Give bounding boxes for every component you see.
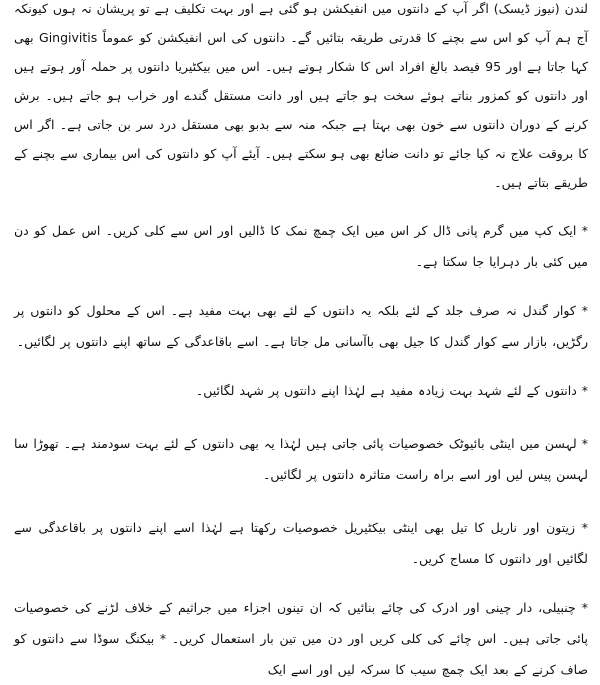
remedy-aloe-vera: * کوار گندل نہ صرف جلد کے لئے بلکہ یہ دانتوں کے لئے بھی بہت مفید ہے۔ اس کے محلول کو دانتوں پر رگڑیں، بازار سے کوار گندل کا جیل بھی باآسانی مل جاتا ہے۔ اسے باقاعدگی کے ساتھ اپنے دانتوں پر لگائیں۔ <box>14 303 588 349</box>
intro-paragraph: لندن (نیوز ڈیسک) اگر آپ کے دانتوں میں انفیکشن ہو گئی ہے اور بہت تکلیف ہے تو پریشان نہ ہوں کیونکہ آج ہم آپ کو اس سے بچنے کا قدرتی طریقہ بتائیں گے۔ دانتوں کی اس انفیکشن کو عموماً Gingivitis بھی کہا جاتا ہے اور 95 فیصد بالغ افراد اس کا شکار ہوتے ہیں۔ اس میں بیکٹیریا دانتوں پر حملہ آور ہوتے ہیں اور دانتوں کو کمزور بناتے ہوئے سخت ہو جاتے ہیں اور دانت مستقل گندے اور خراب ہو جاتے ہیں۔ برش کرنے کے دوران دانتوں سے خون بھی بہتا ہے جبکہ منہ سے بدبو بھی مستقل درد سر بن جاتی ہے۔ اگر اس کا بروقت علاج نہ کیا جائے تو دانت ضائع بھی ہو سکتے ہیں۔ آیئے آپ کو دانتوں کی اس بیماری سے بچنے کے طریقے بتاتے ہیں۔ <box>14 1 589 190</box>
remedy-olive-coconut-oil: * زیتون اور ناریل کا تیل بھی اینٹی بیکٹیریل خصوصیات رکھتا ہے لہٰذا اسے اپنے دانتوں پر باقاعدگی سے لگائیں اور دانتوں کا مساج کریں۔ <box>14 520 588 566</box>
remedy-herbal-tea-baking-soda: * چنبیلی، دار چینی اور ادرک کی چائے بنائیں کہ ان تینوں اجزاء میں جراثیم کے خلاف لڑنے کی خصوصیات پائی جاتی ہیں۔ اس چائے کی کلی کریں اور دن میں تین بار استعمال کریں۔ * بیکنگ سوڈا سے دانتوں کو صاف کرنے کے بعد ایک چمچ سیب کا سرکہ لیں اور اسے ایک <box>14 600 588 677</box>
remedy-garlic: * لہسن میں اینٹی بائیوٹک خصوصیات پائی جاتی ہیں لہٰذا یہ بھی دانتوں کے لئے بہت سودمند ہے۔ تھوڑا سا لہسن پیس لیں اور اسے براہ راست متاثرہ دانتوں پر لگائیں۔ <box>14 436 588 482</box>
remedy-honey: * دانتوں کے لئے شہد بہت زیادہ مفید ہے لہٰذا اپنے دانتوں پر شہد لگائیں۔ <box>195 383 588 398</box>
remedy-salt-water: * ایک کپ میں گرم پانی ڈال کر اس میں ایک چمچ نمک کا ڈالیں اور اس سے کلی کریں۔ اس عمل کو دن میں کئی بار دہرایا جا سکتا ہے۔ <box>14 223 588 269</box>
